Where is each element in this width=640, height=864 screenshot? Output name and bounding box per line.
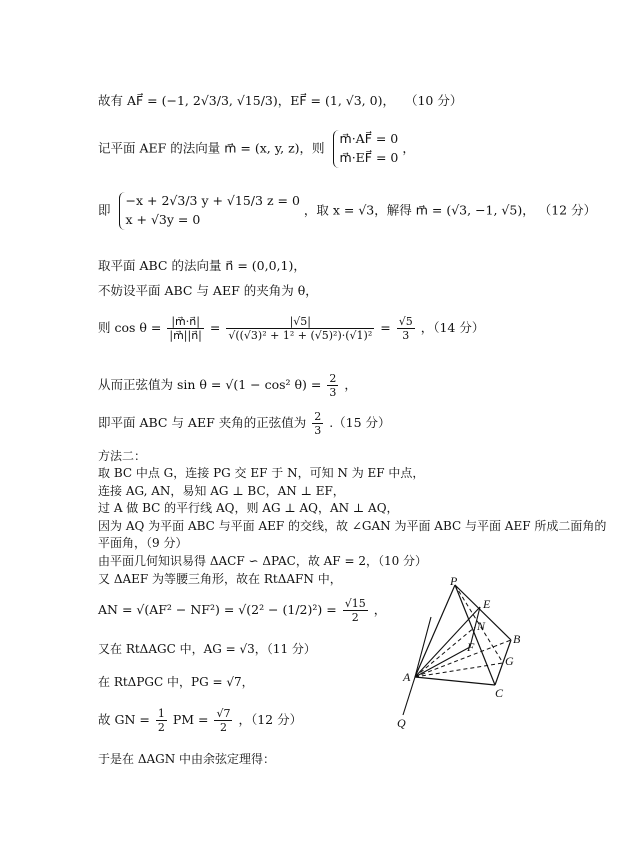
label-e: E [483,597,491,611]
line-an-length: AN = √(AF² − NF²) = √(2² − (1/2)²) = $\frac{√15}{2}$ ， [98,597,387,625]
method-two-text-7: 又 ΔAEF 为等腰三角形，故在 RtΔAFN 中， [98,572,342,586]
line-sine-answer [98,410,391,437]
cos-result-den: 3 [402,329,410,343]
equation-m-af: m⃗·AF⃗ = 0 [339,131,399,146]
fraction-an-result [343,597,368,624]
line-method-two-7 [98,572,342,586]
equation-system-2 [119,192,300,230]
sine-answer-prefix: 即平面 ABC 与 AEF 夹角的正弦值为 [98,415,307,431]
af-ef-text: 故有 AF⃗ = (−1, 2√3/3, √15/3)，EF⃗ = (1, √3, 0)， [98,93,395,108]
line-method-two-3 [98,501,399,515]
line-cos-theta: 则 cos θ = $\frac{|m⃗\cdot n⃗|}{|m⃗||n⃗|}$ = $\frac{|√5|}{\text{√((√3)² + 1² + (√5)²)·(√1)²}}$ = $\frac{√5}{3}$ ，（14 分） [98,315,485,343]
line-method-two-5 [98,536,187,550]
equation-system-1 [333,130,399,168]
label-a: A [403,670,411,684]
ag-length-text: 又在 RtΔAGC 中，AG = √3，（11 分） [98,642,316,656]
answer-den: 3 [314,424,322,438]
fraction-gn-result [214,707,232,734]
geometry-diagram [395,575,545,735]
cosine-law-text: 于是在 ΔAGN 中由余弦定理得： [98,752,276,766]
line-af-ef-vectors [98,93,462,108]
gn-result-num: √7 [216,707,231,720]
score-14: ，（14 分） [420,320,485,336]
cos-result-num: √5 [398,315,413,328]
half-num: 1 [157,707,165,720]
fraction-mn-num: |m⃗·n⃗| [167,315,204,329]
an-result-den: 2 [351,611,359,625]
half-den: 2 [157,721,165,735]
line-method-two-2 [98,484,345,498]
fraction-sin-result [327,372,338,399]
equation-linear-2: x + √3y = 0 [125,211,201,227]
fraction-root-den: √((√3)² + 1² + (√5)²)·(√1)² [228,329,373,343]
fraction-mn-den: |m⃗||n⃗| [169,329,202,343]
sin-theta-prefix: 从而正弦值为 sin θ = √(1 − cos² θ) = [98,377,322,393]
method-two-text-2: 连接 AG, AN，易知 AG ⊥ BC，AN ⊥ EF， [98,484,345,498]
method-two-text-1: 取 BC 中点 G，连接 PG 交 EF 于 N，可知 N 为 EF 中点， [98,466,425,480]
line-pg-length [98,675,254,689]
line-solve-system [98,192,596,230]
label-g: G [505,654,514,668]
gn-length-prefix: 故 GN = [98,712,150,728]
method-two-heading: 方法二： [98,449,147,463]
fraction-cos-result [397,315,415,342]
fraction-root-num: |√5| [226,315,374,329]
line-method-two-6 [98,554,427,568]
method-two-text-3: 过 A 做 BC 的平行线 AQ，则 AG ⊥ AQ，AN ⊥ AQ， [98,501,399,515]
line-gn-length [98,707,302,734]
angle-theta-text: 不妨设平面 ABC 与 AEF 的夹角为 θ， [98,283,318,298]
method-two-text-6: 由平面几何知识易得 ΔACF ∽ ΔPAC，故 AF = 2，（10 分） [98,554,428,568]
solution-text: ，取 x = √3，解得 m⃗ = (√3, −1, √5)， [303,202,535,218]
line-method-two-1 [98,466,424,480]
method-two-text-4: 因为 AQ 为平面 ABC 与平面 AEF 的交线，故 ∠GAN 为平面 ABC 与平面 AEF 所成二面角的 [98,519,607,533]
score-15: .（15 分） [329,415,391,431]
fraction-answer [312,410,323,437]
equation-m-ef: m⃗·EF⃗ = 0 [339,149,399,165]
cos-theta-prefix: 则 cos θ = [98,320,162,336]
fraction-mn [167,315,204,342]
label-q: Q [397,716,406,730]
label-c: C [495,686,504,700]
line-method-two [98,449,146,463]
an-result-num: √15 [344,597,366,610]
line-ag-length [98,642,316,656]
fraction-root [226,315,374,342]
score-12-second: ，（12 分） [238,712,303,728]
normal-abc-text: 取平面 ABC 的法向量 n⃗ = (0,0,1)， [98,258,306,273]
label-n: N [477,619,486,633]
gn-result-den: 2 [219,721,227,735]
score-10: （10 分） [404,93,463,108]
line-sin-theta: 从而正弦值为 sin θ = √(1 − cos² θ) = $\frac{2}{3}$ ， [98,372,357,400]
ji-text: 即 [98,202,111,218]
label-f: F [467,640,475,654]
pg-length-text: 在 RtΔPGC 中，PG = √7， [98,675,254,689]
answer-num: 2 [314,410,322,423]
line-method-two-4 [98,519,606,533]
label-p: P [450,575,458,588]
score-12: （12 分） [538,202,597,218]
label-b: B [513,632,521,646]
normal-vector-text: 记平面 AEF 的法向量 m⃗ = (x, y, z)，则 [98,140,325,156]
sin-result-num: 2 [329,372,337,385]
fraction-half [156,707,167,734]
line-normal-vector-aef: 记平面 AEF 的法向量 m⃗ = (x, y, z)，则 m⃗·AF⃗ = 0 m⃗·EF⃗ = 0 ， [98,130,415,168]
pm-text: PM = [172,712,209,728]
line-normal-abc [98,258,306,273]
sin-result-den: 3 [329,386,337,400]
line-cosine-law [98,752,275,766]
method-two-text-5: 平面角，（9 分） [98,536,188,550]
line-angle-theta [98,283,318,298]
an-length-prefix: AN = √(AF² − NF²) = √(2² − (1/2)²) = [98,602,337,618]
equation-linear-1: −x + 2√3/3 y + √15/3 z = 0 [125,193,300,208]
